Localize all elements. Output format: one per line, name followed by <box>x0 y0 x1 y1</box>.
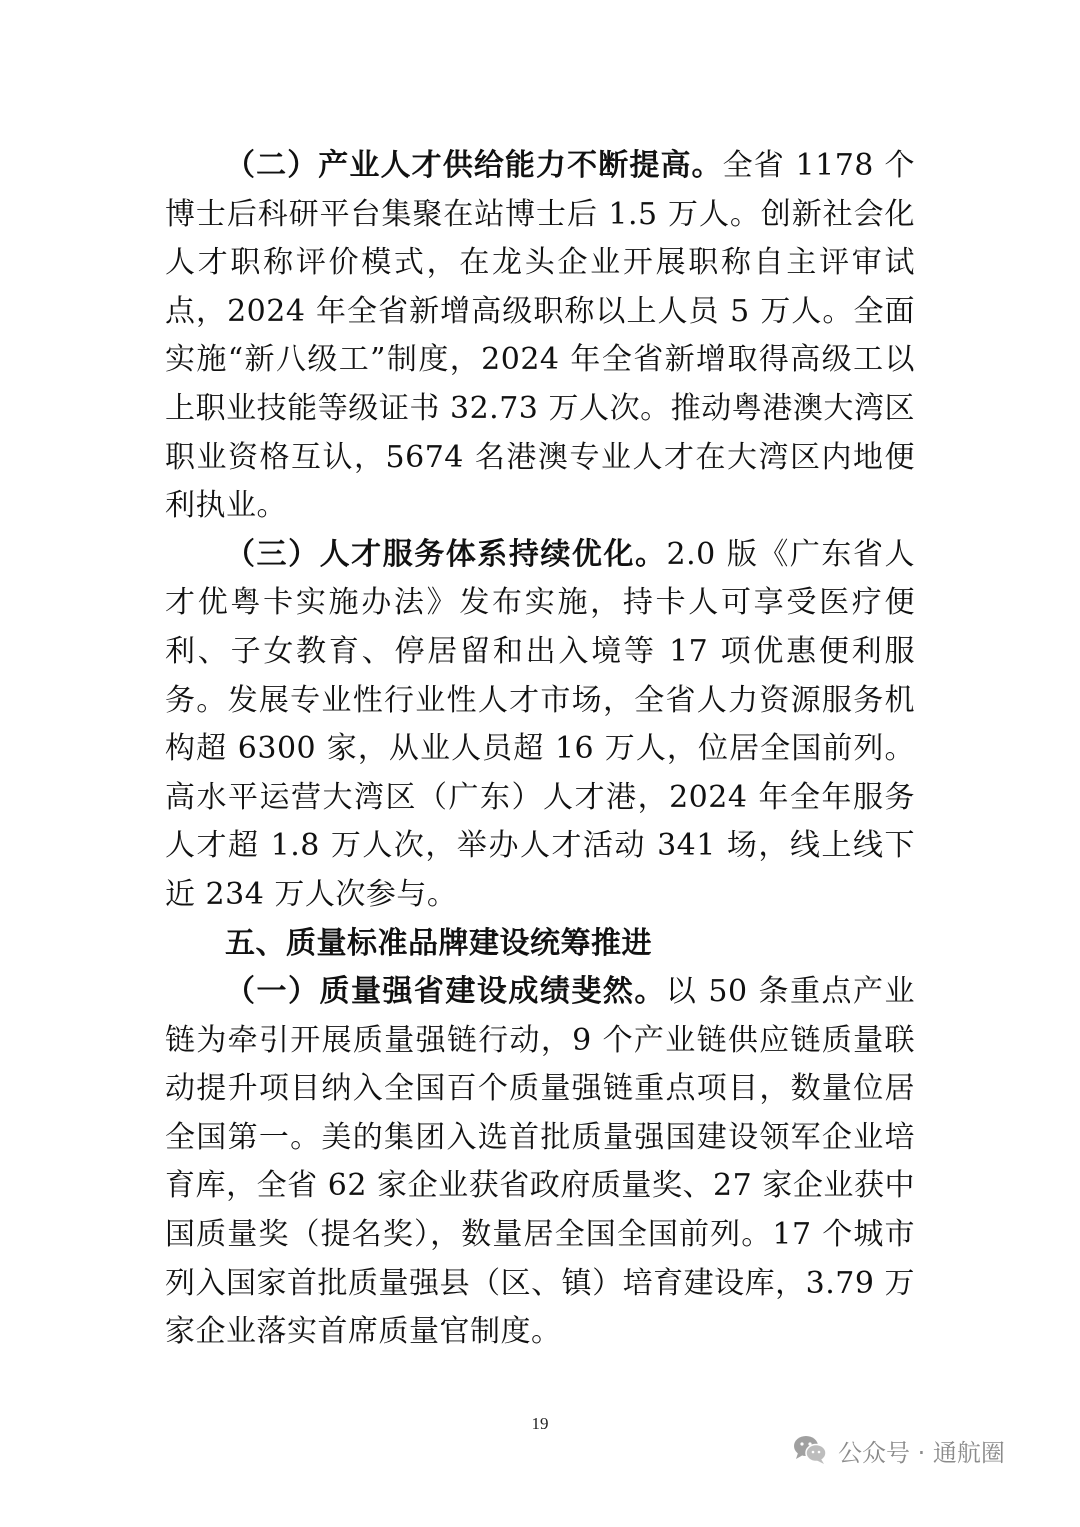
watermark-text: 公众号 · 通航圈 <box>838 1438 1005 1467</box>
paragraph-body: 全省 1178 个博士后科研平台集聚在站博士后 1.5 万人。创新社会化人才职称评价模式，在龙头企业开展职称自主评审试点，2024 年全省新增高级职称以上人员 5 万人。全面实施“新八级工”制度，2024 年全省新增取得高级工以上职业技能等级证书 32.73 万人次。推动粤港澳大湾区职业资格互认，5674 名港澳专业人才在大湾区内地便利执业。 <box>165 148 916 524</box>
body-text <box>165 142 915 1357</box>
paragraph-talent-service <box>165 531 915 920</box>
paragraph-lead: （三）人才服务体系持续优化。 <box>225 536 667 572</box>
watermark <box>792 1430 1005 1470</box>
paragraph-lead: （二）产业人才供给能力不断提高。 <box>225 148 723 183</box>
paragraph-quality <box>165 968 915 1357</box>
wechat-icon <box>792 1434 828 1466</box>
paragraph-body: 以 50 条重点产业链为牵引开展质量强链行动，9 个产业链供应链质量联动提升项目纳入全国百个质量强链重点项目，数量位居全国第一。美的集团入选首批质量强国建设领军企业培育库，全省 62 家企业获省政府质量奖、27 家企业获中国质量奖（提名奖），数量居全国全国前列。17 个城市列入国家首批质量强县（区、镇）培育建设库，3.79 万家企业落实首席质量官制度。 <box>165 974 916 1350</box>
paragraph-talent-supply <box>165 142 915 531</box>
page-number: 19 <box>531 1414 549 1433</box>
paragraph-lead: （一）质量强省建设成绩斐然。 <box>225 974 666 1010</box>
section-heading: 五、质量标准品牌建设统筹推进 <box>225 925 652 961</box>
paragraph-body: 2.0 版《广东省人才优粤卡实施办法》发布实施，持卡人可享受医疗便利、子女教育、停居留和出入境等 17 项优惠便利服务。发展专业性行业性人才市场，全省人力资源服务机构超 6300 家，从业人员超 16 万人，位居全国前列。高水平运营大湾区（广东）人才港，2024 年全年服务人才超 1.8 万人次，举办人才活动 341 场，线上线下近 234 万人次参与。 <box>165 536 916 912</box>
